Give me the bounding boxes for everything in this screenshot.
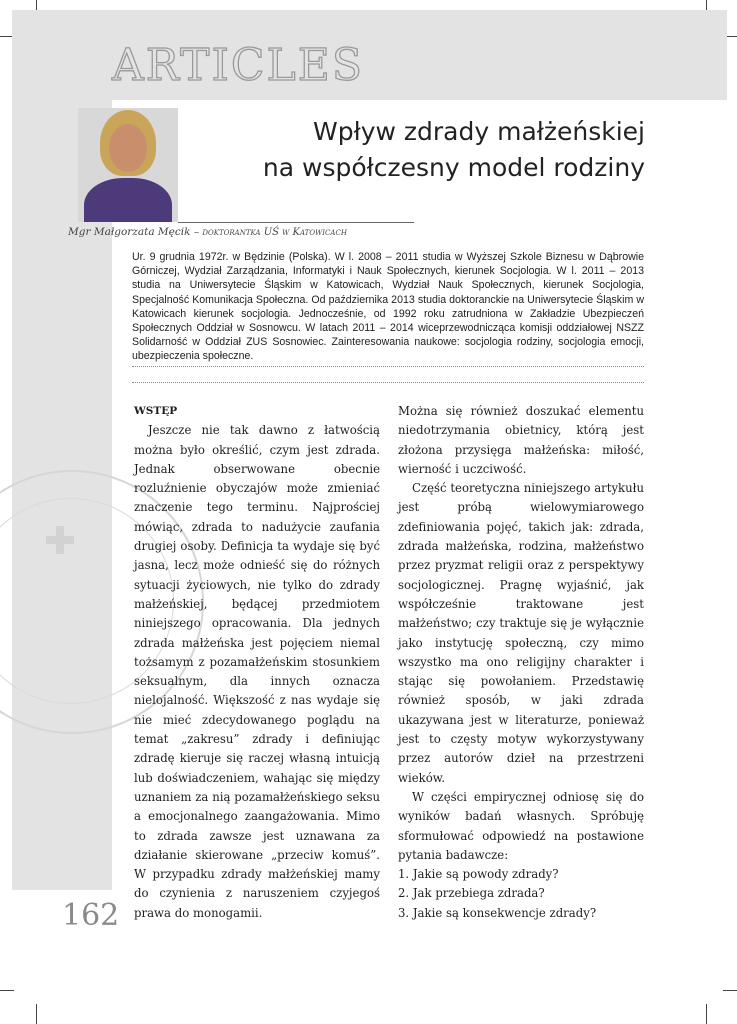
bio-divider — [132, 382, 644, 383]
body-paragraph: W części empirycznej odniosę się do wyników badań własnych. Spróbuję sformułować odpowiedź na postawione pytania badawcze: — [398, 789, 644, 862]
crop-mark — [0, 990, 14, 991]
list-item: 1. Jakie są powody zdrady? — [398, 867, 559, 882]
section-label: ARTICLES — [112, 40, 365, 91]
crop-mark — [706, 1004, 707, 1024]
body-paragraph: Jeszcze nie tak dawno z łatwością można było określić, czym jest zdrada. Jednak obserwowane obecnie rozluźnienie obyczajów może zmieniać znaczenie tego terminu. Najprościej mówiąc, zdrada to nadużycie zaufania drugiej osoby. Definicja ta wydaje się być jasna, lecz może odnieść się do różnych sytuacji życiowych, nie tylko do zdrady małżeńskiej, będącej przedmiotem niniejszego opracowania. Dla jednych zdrada małżeńska jest pojęciem niemal tożsamym z pozamałżeńskim stosunkiem seksualnym, dla innych oznacza nielojalność. Większość z nas wydaje się nie mieć zdecydowanego poglądu na temat „zakresu” zdrady i definiując zdradę kieruje się raczej własną intuicją lub doświadczeniem, wahając się między uznaniem za nią pozamałżeńskiego seksu a emocjonalnego zaangażowania. Mimo to zdrada zawsze jest uznawana za działanie skierowane „przeciw komuś”. W przypadku zdrady małżeńskiej mamy do czynienia z naruszeniem czyjegoś prawa do monogamii. — [134, 423, 380, 920]
left-column — [134, 402, 380, 923]
crop-mark — [36, 1004, 37, 1024]
section-heading: WSTĘP — [134, 405, 178, 417]
list-item: 3. Jakie są konsekwencje zdrady? — [398, 905, 597, 920]
page-number: 162 — [62, 898, 120, 933]
research-questions — [398, 865, 644, 923]
author-name: Mgr Małgorzata Męcik – — [68, 226, 200, 238]
title-line-2: na współczesny model rodziny — [262, 153, 645, 182]
crop-mark — [723, 990, 737, 991]
list-item: 2. Jak przebiega zdrada? — [398, 886, 545, 901]
title-rule — [178, 222, 414, 223]
body-paragraph: Część teoretyczna niniejszego artykułu jest próbą wielowymiarowego zdefiniowania pojęć, takich jak: zdrada, zdrada małżeńska, rodzina, małżeństwo przez pryzmat religii oraz z perspektywy socjologicznej. Pragnę wyjaśnić, jak współcześnie traktowane jest małżeństwo; czy traktuje się je wyłącznie jako instytucję społeczną, czy mimo wszystko ma ono religijny charakter i stając się powołaniem. Przedstawię również sposób, w jaki zdrada ukazywana jest w literaturze, ponieważ jest to częsty motyw wykorzystywany przez autorów dzieł na przestrzeni wieków. — [398, 481, 644, 785]
body-paragraph: Można się również doszukać elementu niedotrzymania obietnicy, którą jest złożona przysięga małżeńska: miłość, wierność i uczciwość. — [398, 404, 644, 476]
article-title — [263, 114, 645, 186]
right-column — [398, 402, 644, 923]
title-line-1: Wpływ zdrady małżeńskiej — [313, 117, 645, 146]
author-line — [68, 226, 347, 238]
author-affiliation: doktorantka UŚ w Katowicach — [202, 227, 347, 238]
cross-icon — [46, 526, 74, 554]
author-photo — [78, 108, 178, 222]
author-bio: Ur. 9 grudnia 1972r. w Będzinie (Polska). W l. 2008 – 2011 studia w Wyższej Szkole Biznesu w Dąbrowie Górniczej, Wydział Zarządzania, Informatyki i Nauk Społecznych, kierunek Socjologia. W l. 2011 – 2013 studia na Uniwersytecie Śląskim w Katowicach, Wydział Nauk Społecznych, kierunek Socjologia, Specjalność Komunikacja Społeczna. Od października 2013 studia doktoranckie na Uniwersytecie Śląskim w Katowicach kierunek socjologia. Jednocześnie, od 1992 roku zatrudniona w Zakładzie Ubezpieczeń Społecznych Oddział w Sosnowcu. W latach 2011 – 2014 wiceprzewodnicząca komisji oddziałowej NSZZ Solidarność w Oddział ZUS Sosnowiec. Zainteresowania naukowe: socjologia rodziny, socjologia emocji, ubezpieczenia społeczne. — [132, 251, 644, 363]
bio-divider — [132, 366, 644, 367]
